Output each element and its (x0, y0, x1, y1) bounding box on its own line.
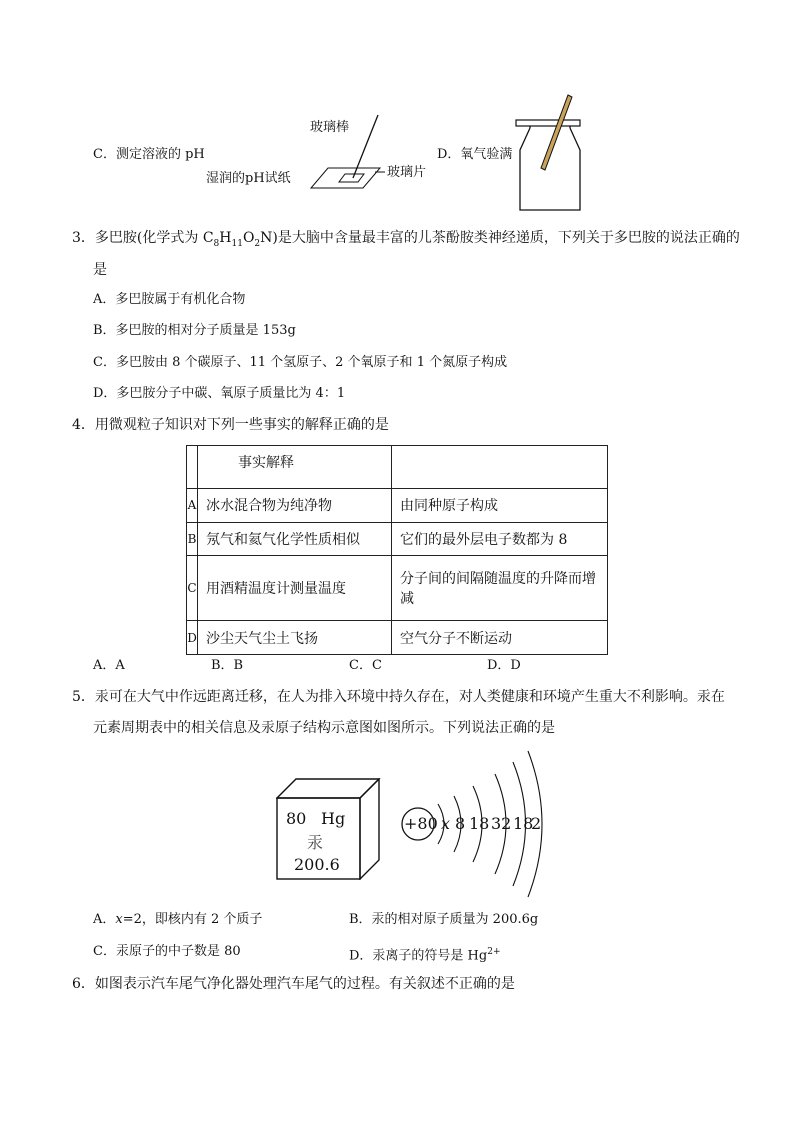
q5-stem-line2: 元素周期表中的相关信息及汞原子结构示意图如图所示。下列说法正确的是 (93, 720, 555, 736)
atom-shell-2: 18 (469, 814, 490, 833)
atom-shell-4: 18 (513, 814, 534, 833)
atom-nucleus: +80 (404, 814, 438, 833)
atom-shell-1: 8 (455, 814, 466, 833)
option-d-label: D．氧气验满 (437, 147, 513, 162)
element-mass: 200.6 (294, 855, 340, 874)
q5-option-a: A．x=2，即核内有 2 个质子 (93, 912, 263, 927)
atom-shell-x: x (441, 814, 451, 833)
q5-option-c: C．汞原子的中子数是 80 (93, 944, 241, 959)
q4-stem: 4．用微观粒子知识对下列一些事实的解释正确的是 (72, 417, 389, 433)
glass-rod-label: 玻璃棒 (310, 120, 350, 135)
q4-option-b: B．B (211, 658, 244, 673)
element-atomic-number: 80 (286, 809, 307, 828)
q5-stem-line1: 5．汞可在大气中作远距离迁移，在人为排入环境中持久存在，对人类健康和环境产生重大不利影响。汞在 (72, 689, 725, 705)
q3-option-a: A．多巴胺属于有机化合物 (93, 292, 246, 307)
table-row: A 冰水混合物为纯净物 由同种原子构成 (187, 489, 608, 523)
gas-bottle-diagram (510, 92, 600, 217)
facts-table (186, 445, 608, 655)
atom-shell-3: 32 (491, 814, 512, 833)
q4-option-d: D．D (487, 658, 521, 673)
table-header-row (187, 446, 608, 489)
q3-stem: 3．多巴胺(化学式为 $C_8H_{11}O_2N$)是大脑中含量最丰富的儿茶酚胺类神经递质，下列关于多巴胺的说法正确的 (72, 230, 740, 249)
table-row: D 沙尘天气尘土飞扬 空气分子不断运动 (187, 621, 608, 655)
header-col1: 事实解释 (198, 446, 392, 489)
q6-stem: 6．如图表示汽车尾气净化器处理汽车尾气的过程。有关叙述不正确的是 (72, 976, 515, 992)
q3-stem-line2: 是 (93, 262, 107, 278)
element-name: 汞 (307, 833, 324, 852)
atom-shell-5: 2 (531, 814, 542, 833)
element-symbol: Hg (321, 809, 346, 828)
table-row: B 氖气和氦气化学性质相似 它们的最外层电子数都为 8 (187, 522, 608, 556)
q3-option-d: D．多巴胺分子中碳、氧原子质量比为 4：1 (93, 386, 346, 401)
q5-option-d: D．汞离子的符号是 $Hg^{2+}$ (349, 947, 501, 964)
glass-plate-label: 玻璃片 (387, 165, 427, 180)
option-c-label: C．测定溶液的 pH (93, 147, 205, 162)
q3-option-c: C．多巴胺由 8 个碳原子、11 个氢原子、2 个氧原子和 1 个氮原子构成 (93, 355, 508, 370)
q5-option-b: B．汞的相对原子质量为 200.6g (349, 912, 539, 927)
q4-option-a: A．A (93, 658, 125, 673)
ph-paper-label: 湿润的pH试纸 (206, 171, 291, 186)
q4-option-c: C．C (349, 658, 382, 673)
table-row: C 用酒精温度计测量温度 分子间的间隔随温度的升降而增减 (187, 556, 608, 621)
q3-option-b: B．多巴胺的相对分子质量是 153g (93, 323, 296, 338)
header-col2 (392, 446, 608, 489)
